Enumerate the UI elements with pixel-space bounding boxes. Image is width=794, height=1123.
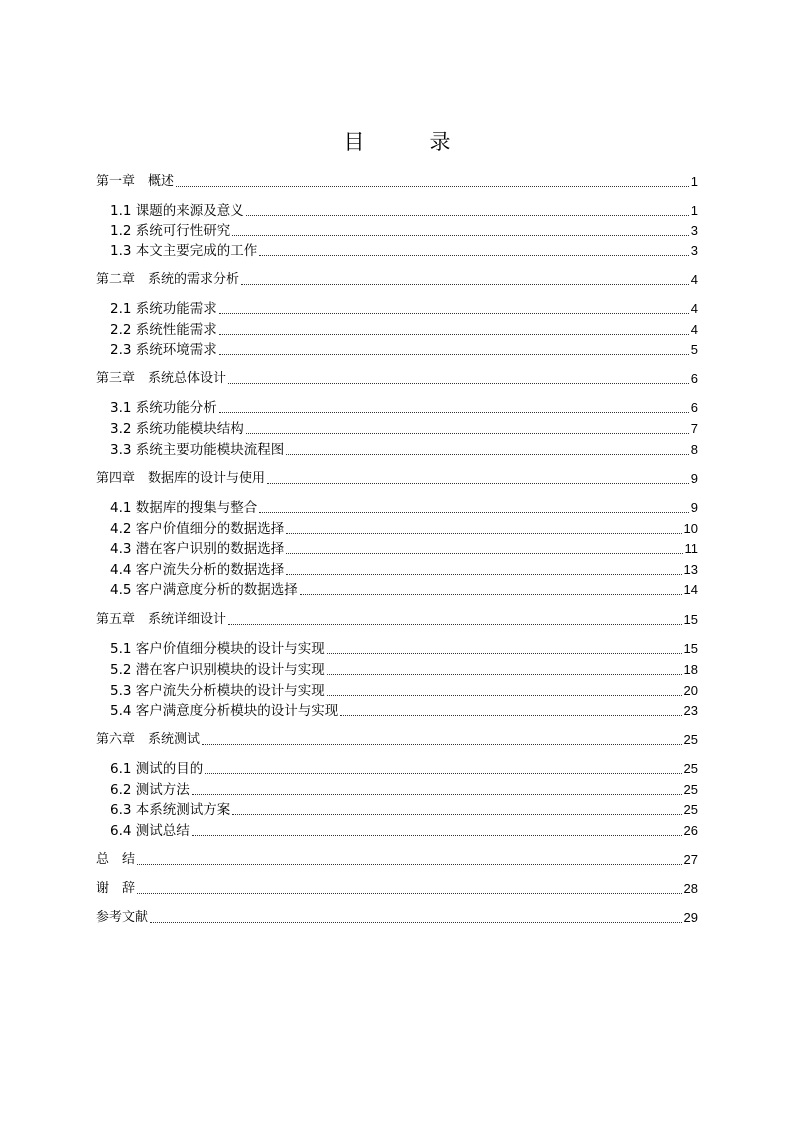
dot-leader xyxy=(241,283,689,285)
toc-entry-references[interactable] xyxy=(96,908,698,928)
toc-entry-section-4-2[interactable] xyxy=(110,519,698,539)
toc-entry-page: 8 xyxy=(690,442,698,457)
toc-entry-section-5-3[interactable] xyxy=(110,681,698,701)
dot-leader xyxy=(246,214,689,216)
toc-entry-label: 4.3 潜在客户识别的数据选择 xyxy=(110,541,285,557)
toc-entry-label: 2.1 系统功能需求 xyxy=(110,301,217,317)
toc-entry-chapter-3[interactable] xyxy=(96,369,698,389)
toc-entry-section-4-5[interactable] xyxy=(110,580,698,600)
toc-entry-page: 6 xyxy=(690,371,698,386)
toc-entry-section-1-2[interactable] xyxy=(110,221,698,241)
toc-entry-page: 14 xyxy=(683,582,698,597)
toc-entry-page: 18 xyxy=(683,662,698,677)
dot-leader xyxy=(176,185,689,187)
toc-entry-label: 第一章 概述 xyxy=(96,174,175,189)
toc-entry-label: 6.1 测试的目的 xyxy=(110,761,204,777)
toc-entry-section-1-1[interactable] xyxy=(110,201,698,221)
dot-leader xyxy=(219,411,689,413)
toc-entry-section-5-4[interactable] xyxy=(110,701,698,721)
toc-entry-section-6-1[interactable] xyxy=(110,759,698,779)
dot-leader xyxy=(219,333,689,335)
toc-entry-section-2-1[interactable] xyxy=(110,299,698,319)
toc-entry-chapter-4[interactable] xyxy=(96,469,698,489)
dot-leader xyxy=(228,382,689,384)
toc-entry-section-2-2[interactable] xyxy=(110,320,698,340)
toc-entry-chapter-2[interactable] xyxy=(96,270,698,290)
toc-entry-chapter-6[interactable] xyxy=(96,730,698,750)
dot-leader xyxy=(340,714,681,716)
toc-entry-label: 5.2 潜在客户识别模块的设计与实现 xyxy=(110,662,325,678)
toc-entry-page: 27 xyxy=(683,852,698,867)
toc-entry-label: 3.1 系统功能分析 xyxy=(110,400,217,416)
toc-entry-section-3-3[interactable] xyxy=(110,440,698,460)
toc-entry-label: 1.2 系统可行性研究 xyxy=(110,223,231,239)
toc-entry-page: 15 xyxy=(683,641,698,656)
toc-entry-label: 1.1 课题的来源及意义 xyxy=(110,203,244,219)
toc-entry-label: 4.1 数据库的搜集与整合 xyxy=(110,500,258,516)
toc-entry-label: 3.3 系统主要功能模块流程图 xyxy=(110,442,285,458)
toc-entry-page: 4 xyxy=(690,322,698,337)
toc-entry-label: 3.2 系统功能模块结构 xyxy=(110,421,244,437)
toc-entry-page: 13 xyxy=(683,562,698,577)
toc-entry-page: 4 xyxy=(690,301,698,316)
toc-entry-section-4-4[interactable] xyxy=(110,560,698,580)
toc-entry-section-3-1[interactable] xyxy=(110,398,698,418)
dot-leader xyxy=(202,743,682,745)
dot-leader xyxy=(228,623,682,625)
toc-entry-page: 9 xyxy=(690,471,698,486)
dot-leader xyxy=(259,254,689,256)
toc-entry-section-2-3[interactable] xyxy=(110,340,698,360)
toc-entry-page: 25 xyxy=(683,802,698,817)
toc-entry-page: 5 xyxy=(690,342,698,357)
toc-entry-page: 3 xyxy=(690,223,698,238)
toc-entry-label: 第六章 系统测试 xyxy=(96,732,201,747)
dot-leader xyxy=(150,921,682,923)
toc-entry-page: 7 xyxy=(690,421,698,436)
toc-entry-page: 3 xyxy=(690,243,698,258)
toc-entry-page: 25 xyxy=(683,761,698,776)
dot-leader xyxy=(267,482,689,484)
dot-leader xyxy=(286,552,682,554)
toc-entry-label: 6.3 本系统测试方案 xyxy=(110,802,231,818)
dot-leader xyxy=(286,573,681,575)
toc-entry-label: 4.4 客户流失分析的数据选择 xyxy=(110,562,285,578)
toc-entry-section-6-2[interactable] xyxy=(110,780,698,800)
toc-entry-label: 谢 辞 xyxy=(96,881,136,896)
toc-title: 目 录 xyxy=(343,130,473,154)
dot-leader xyxy=(300,593,682,595)
toc-entry-label: 参考文献 xyxy=(96,910,149,925)
toc-entry-chapter-5[interactable] xyxy=(96,610,698,630)
toc-entry-page: 29 xyxy=(683,910,698,925)
toc-entry-page: 28 xyxy=(683,881,698,896)
toc-entry-label: 5.4 客户满意度分析模块的设计与实现 xyxy=(110,703,339,719)
dot-leader xyxy=(327,694,682,696)
toc-entry-label: 第三章 系统总体设计 xyxy=(96,371,227,386)
dot-leader xyxy=(137,892,682,894)
toc-entry-section-3-2[interactable] xyxy=(110,419,698,439)
toc-entry-label: 5.1 客户价值细分模块的设计与实现 xyxy=(110,641,325,657)
toc-entry-page: 6 xyxy=(690,400,698,415)
toc-entry-summary[interactable] xyxy=(96,850,698,870)
toc-entry-label: 2.2 系统性能需求 xyxy=(110,322,217,338)
toc-entry-label: 5.3 客户流失分析模块的设计与实现 xyxy=(110,683,325,699)
dot-leader xyxy=(137,863,682,865)
dot-leader xyxy=(327,673,682,675)
toc-entry-page: 25 xyxy=(683,732,698,747)
dot-leader xyxy=(286,453,689,455)
toc-entry-page: 25 xyxy=(683,782,698,797)
dot-leader xyxy=(219,353,689,355)
toc-entry-page: 10 xyxy=(683,521,698,536)
toc-entry-page: 9 xyxy=(690,500,698,515)
toc-entry-label: 2.3 系统环境需求 xyxy=(110,342,217,358)
toc-entry-label: 4.2 客户价值细分的数据选择 xyxy=(110,521,285,537)
toc-entry-label: 4.5 客户满意度分析的数据选择 xyxy=(110,582,298,598)
dot-leader xyxy=(232,234,689,236)
dot-leader xyxy=(286,532,681,534)
toc-entry-label: 第二章 系统的需求分析 xyxy=(96,272,240,287)
toc-entry-label: 第五章 系统详细设计 xyxy=(96,612,227,627)
toc-entry-section-1-3[interactable] xyxy=(110,241,698,261)
dot-leader xyxy=(327,652,682,654)
toc-entry-label: 6.2 测试方法 xyxy=(110,782,190,798)
toc-entry-page: 23 xyxy=(683,703,698,718)
toc-entry-section-6-4[interactable] xyxy=(110,821,698,841)
toc-entry-section-4-3[interactable] xyxy=(110,539,698,559)
toc-entry-label: 总 结 xyxy=(96,852,136,867)
toc-entry-label: 6.4 测试总结 xyxy=(110,823,190,839)
toc-entry-page: 4 xyxy=(690,272,698,287)
toc-entry-label: 第四章 数据库的设计与使用 xyxy=(96,471,266,486)
toc-entry-page: 20 xyxy=(683,683,698,698)
dot-leader xyxy=(192,834,682,836)
toc-entry-acknowledgements[interactable] xyxy=(96,879,698,899)
toc-entry-chapter-1[interactable] xyxy=(96,172,698,192)
toc-entry-page: 1 xyxy=(690,174,698,189)
toc-entry-section-5-2[interactable] xyxy=(110,660,698,680)
dot-leader xyxy=(232,813,681,815)
toc-entry-page: 1 xyxy=(690,203,698,218)
toc-entry-section-6-3[interactable] xyxy=(110,800,698,820)
dot-leader xyxy=(219,312,689,314)
toc-entry-section-4-1[interactable] xyxy=(110,498,698,518)
dot-leader xyxy=(259,511,689,513)
toc-entry-label: 1.3 本文主要完成的工作 xyxy=(110,243,258,259)
toc-entry-section-5-1[interactable] xyxy=(110,639,698,659)
toc-entry-page: 11 xyxy=(684,541,698,556)
dot-leader xyxy=(205,772,681,774)
dot-leader xyxy=(192,793,682,795)
toc-entry-page: 15 xyxy=(683,612,698,627)
toc-entry-page: 26 xyxy=(683,823,698,838)
dot-leader xyxy=(246,432,689,434)
